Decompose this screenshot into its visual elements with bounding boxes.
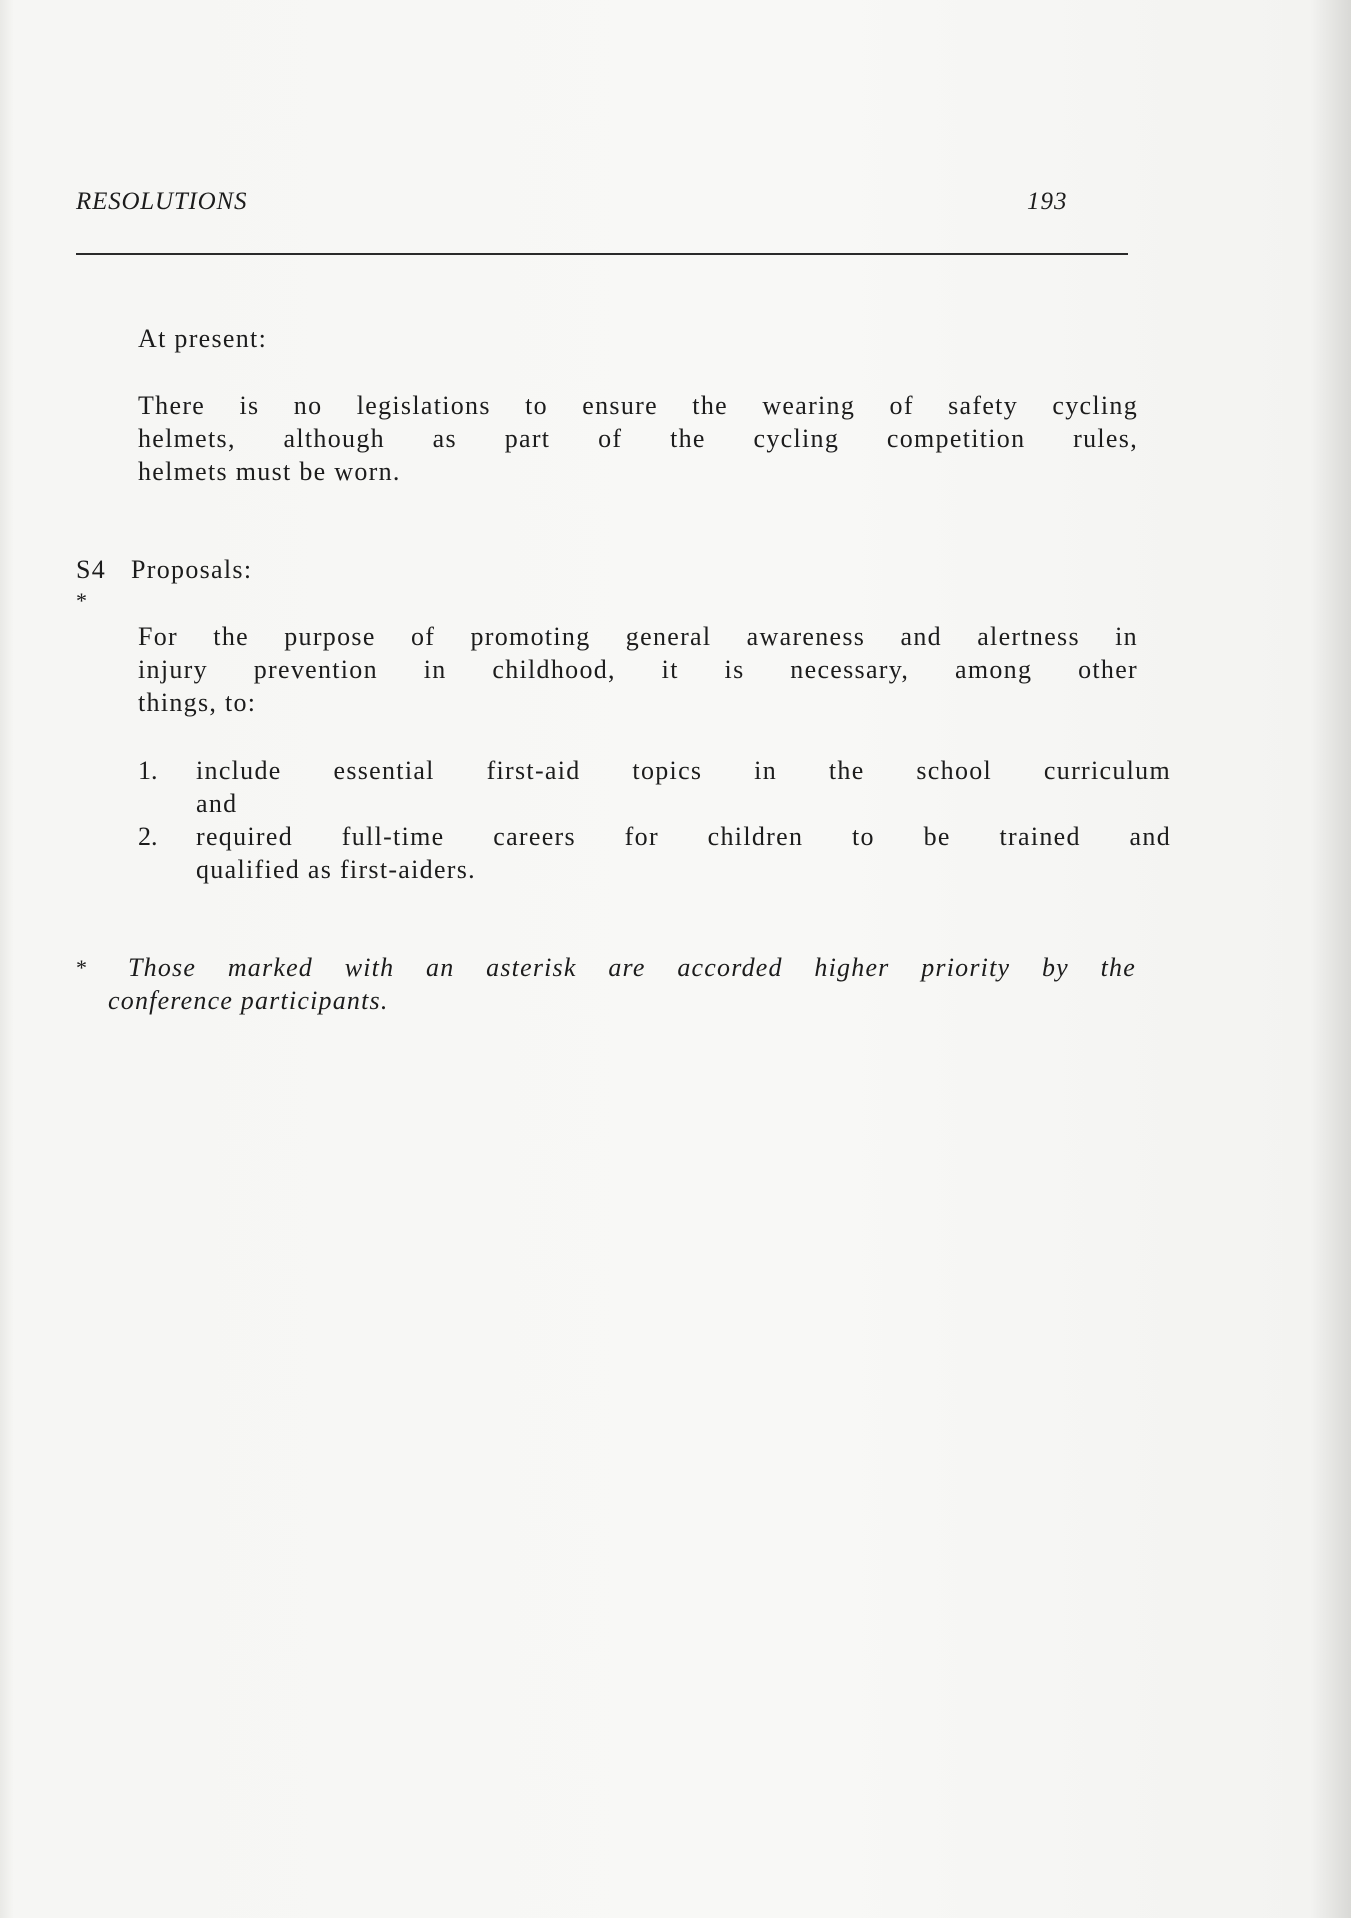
list-item-number: 1. [138,756,158,785]
paragraph-line: There is no legislations to ensure the wearing of safety cycling [138,391,1138,420]
list-item-line: and [196,789,238,818]
list-item-line: required full-time careers for children to be trained and [196,822,1171,851]
page-number: 193 [1027,188,1068,215]
section-title: Proposals: [131,555,253,584]
paragraph-line: helmets, although as part of the cycling competition rules, [138,424,1138,453]
running-title: RESOLUTIONS [76,188,248,215]
paragraph-line: helmets must be worn. [138,457,401,486]
list-item [196,820,1171,886]
header-rule [76,253,1128,255]
paragraph-line: things, to: [138,688,257,717]
paragraph-line: For the purpose of promoting general awareness and alertness in [138,622,1138,651]
footnote-line: Those marked with an asterisk are accorded higher priority by the [128,953,1136,982]
list-item-line: qualified as first-aiders. [196,855,476,884]
footnote-asterisk: * [76,955,89,980]
footnote [108,951,1136,1017]
section-code: S4 [76,555,107,584]
at-present-label: At present: [138,324,268,353]
present-paragraph [138,389,1138,488]
list-item-number: 2. [138,822,158,851]
paragraph-line: injury prevention in childhood, it is necessary, among other [138,655,1138,684]
priority-asterisk: * [76,588,89,613]
list-item [196,754,1171,820]
list-item-line: include essential first-aid topics in the school curriculum [196,756,1171,785]
footnote-line: conference participants. [108,986,389,1015]
proposal-intro-paragraph [138,620,1138,719]
